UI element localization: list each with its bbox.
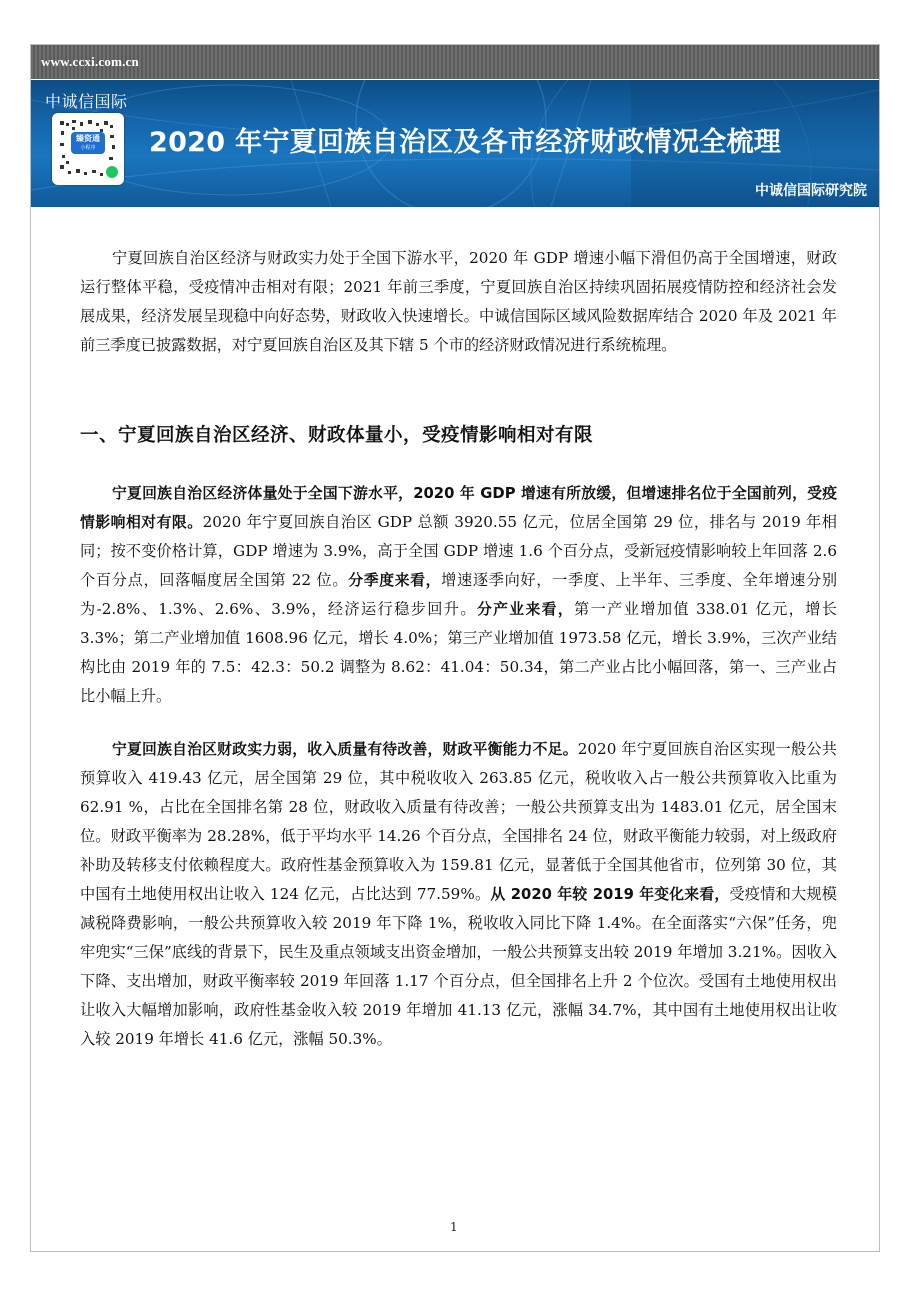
top-bar: [31, 45, 879, 79]
quarterly-label: 分季度来看，: [348, 572, 442, 589]
industry-text: 第一产业增加值 338.01 亿元，增长 3.3%；第二产业增加值 1608.96 亿元，增长 4.0%；第三产业增加值 1973.58 亿元，增长 3.9%，三次产业结构比由 2019 年的 7.5：42.3：50.2 调整为 8.62：41.04：50.34，第二产业占比小幅回落，第一、三产业占比小幅上升。: [80, 600, 837, 705]
site-url[interactable]: www.ccxi.com.cn: [41, 54, 139, 69]
finance-paragraph: [80, 735, 837, 1054]
report-title: 2020 年宁夏回族自治区及各市经济财政情况全梳理: [149, 127, 782, 158]
finance-text: 2020 年宁夏回族自治区实现一般公共预算收入 419.43 亿元，居全国第 29 位，其中税收收入 263.85 亿元，税收收入占一般公共预算收入比重为 62.91 %，占比在全国排名第 28 位，财政收入质量有待改善；一般公共预算支出为 1483.01 亿元，居全国末位。财政平衡率为 28.28%，低于平均水平 14.26 个百分点，全国排名 24 位，财政平衡能力较弱，对上级政府补助及转移支付依赖程度大。政府性基金预算收入为 159.81 亿元，显著低于全国其他省市，位列第 30 位，其中国有土地使用权出让收入 124 亿元，占比达到 77.59%。: [80, 740, 837, 903]
header-banner: [31, 80, 879, 207]
qr-app-label: 臻资通: [76, 134, 100, 143]
brand-name: 中诚信国际: [45, 92, 128, 111]
change-label: 从 2020 年较 2019 年变化来看，: [490, 886, 730, 903]
section-heading: 一、宁夏回族自治区经济、财政体量小，受疫情影响相对有限: [80, 425, 594, 446]
mini-program-icon: [106, 166, 118, 178]
economy-paragraph: [80, 479, 837, 711]
institute-name: 中诚信国际研究院: [755, 183, 867, 199]
economy-lead: 宁夏回族自治区经济体量处于全国下游水平，2020 年 GDP 增速有所放缓，但增速排名位于全国前列，受疫情影响相对有限。: [80, 485, 837, 531]
quarterly-text: 增速逐季向好，一季度、上半年、三季度、全年增速分别为-2.8%、1.3%、2.6%、3.9%，经济运行稳步回升。: [80, 571, 838, 618]
industry-label: 分产业来看，: [476, 601, 574, 618]
change-text: 受疫情和大规模减税降费影响，一般公共预算收入较 2019 年下降 1%，税收收入同比下降 1.4%。在全面落实“六保”任务，兜牢兜实“三保”底线的背景下，民生及重点领域支出资金增加，一般公共预算支出较 2019 年增加 3.21%。因收入下降、支出增加，财政平衡率较 2019 年回落 1.17 个百分点，但全国排名上升 2 个位次。受国有土地使用权出让收入大幅增加影响，政府性基金收入较 2019 年增加 41.13 亿元，涨幅 34.7%，其中国有土地使用权出让收入较 2019 年增长 41.6 亿元，涨幅 50.3%。: [80, 885, 837, 1048]
economy-section: [80, 479, 837, 711]
qr-app-logo: [71, 132, 105, 154]
qr-code-image[interactable]: [52, 113, 124, 185]
intro-paragraph: 宁夏回族自治区经济与财政实力处于全国下游水平，2020 年 GDP 增速小幅下滑但仍高于全国增速，财政运行整体平稳，受疫情冲击相对有限；2021 年前三季度，宁夏回族自治区持续巩固拓展疫情防控和经济社会发展成果，经济发展呈现稳中向好态势，财政收入快速增长。中诚信国际区域风险数据库结合 2020 年及 2021 年前三季度已披露数据，对宁夏回族自治区及其下辖 5 个市的经济财政情况进行系统梳理。: [80, 249, 837, 354]
intro-section: [80, 244, 837, 360]
page-number: 1: [450, 1220, 458, 1234]
finance-section: [80, 735, 837, 1054]
finance-lead: 宁夏回族自治区财政实力弱，收入质量有待改善，财政平衡能力不足。: [112, 741, 578, 758]
economy-gdp-text: 2020 年宁夏回族自治区 GDP 总额 3920.55 亿元，位居全国第 29 位，排名与 2019 年相同；按不变价格计算，GDP 增速为 3.9%，高于全国 GDP 增速 1.6 个百分点，受新冠疫情影响较上年回落 2.6 个百分点，回落幅度居全国第 22 位。: [80, 513, 837, 589]
qr-app-sublabel: 小程序: [80, 145, 96, 151]
